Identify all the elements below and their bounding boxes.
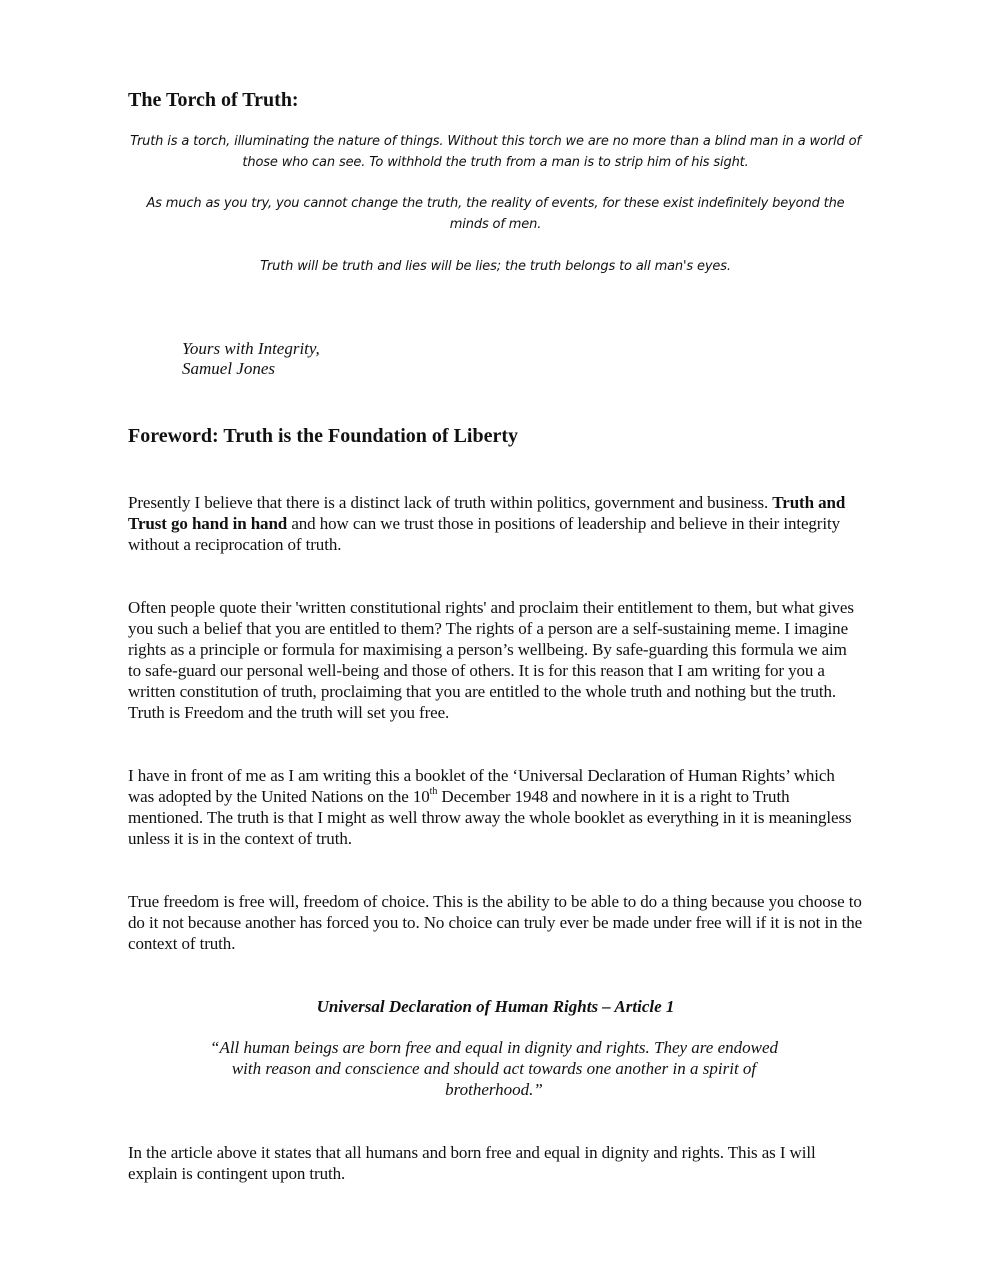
torch-heading: The Torch of Truth: [128, 89, 299, 111]
p1-start: Presently I believe that there is a distinct lack of truth within politics, government and business. [128, 493, 769, 512]
signoff-author: Samuel Jones [182, 359, 276, 378]
foreword-paragraph-4: True freedom is free will, freedom of choice. This is the ability to be able to do a thing because you choose to do it not because another has forced you to. No choice can truly ever be made under free will if it is not in the context of truth. [128, 892, 863, 953]
article-quote: “All human beings are born free and equal in dignity and rights. They are endowed with reason and conscience and should act towards one another in a spirit of brotherhood.” [209, 1038, 779, 1099]
torch-quote-1: Truth is a torch, illuminating the nature of things. Without this torch we are no more than a blind man in a world of those who can see. To withhold the truth from a man is to strip him of his sight. [130, 134, 861, 170]
foreword-paragraph-5: In the article above it states that all humans and born free and equal in dignity and rights. This as I will explain is contingent upon truth. [128, 1143, 816, 1183]
foreword-paragraph-1 [128, 492, 863, 555]
foreword-paragraph-3 [128, 765, 863, 849]
torch-quote-2: As much as you try, you cannot change the truth, the reality of events, for these exist indefinitely beyond the minds of men. [146, 196, 845, 232]
p3-superscript: th [429, 786, 438, 797]
p1-end: and how can we trust those in positions of leadership and believe in their integrity without a reciprocation of truth. [128, 514, 841, 554]
foreword-heading: Foreword: Truth is the Foundation of Liberty [128, 425, 519, 447]
p3-end: December 1948 and nowhere in it is a right to Truth mentioned. The truth is that I might as well throw away the whole booklet as everything in it is meaningless unless it is in the context of truth. [128, 787, 852, 848]
signoff-closing: Yours with Integrity, [182, 339, 320, 358]
torch-quote-3: Truth will be truth and lies will be lies; the truth belongs to all man's eyes. [260, 259, 731, 274]
p3-start: I have in front of me as I am writing this a booklet of the ‘Universal Declaration of Human Rights’ which was adopted by the United Nations on the 10 [128, 766, 835, 806]
article-title: Universal Declaration of Human Rights – Article 1 [316, 997, 675, 1016]
p1-bold: Truth and Trust go hand in hand [128, 493, 846, 533]
foreword-paragraph-2: Often people quote their 'written constitutional rights' and proclaim their entitlement to them, but what gives you such a belief that you are entitled to them? The rights of a person are a self-sustaining meme. I imagine rights as a principle or formula for maximising a person’s wellbeing. By safe-guarding this formula we aim to safe-guard our personal well-being and those of others. It is for this reason that I am writing for you a written constitution of truth, proclaiming that you are entitled to the whole truth and nothing but the truth. Truth is Freedom and the truth will set you free. [128, 598, 854, 722]
signoff [182, 339, 320, 379]
